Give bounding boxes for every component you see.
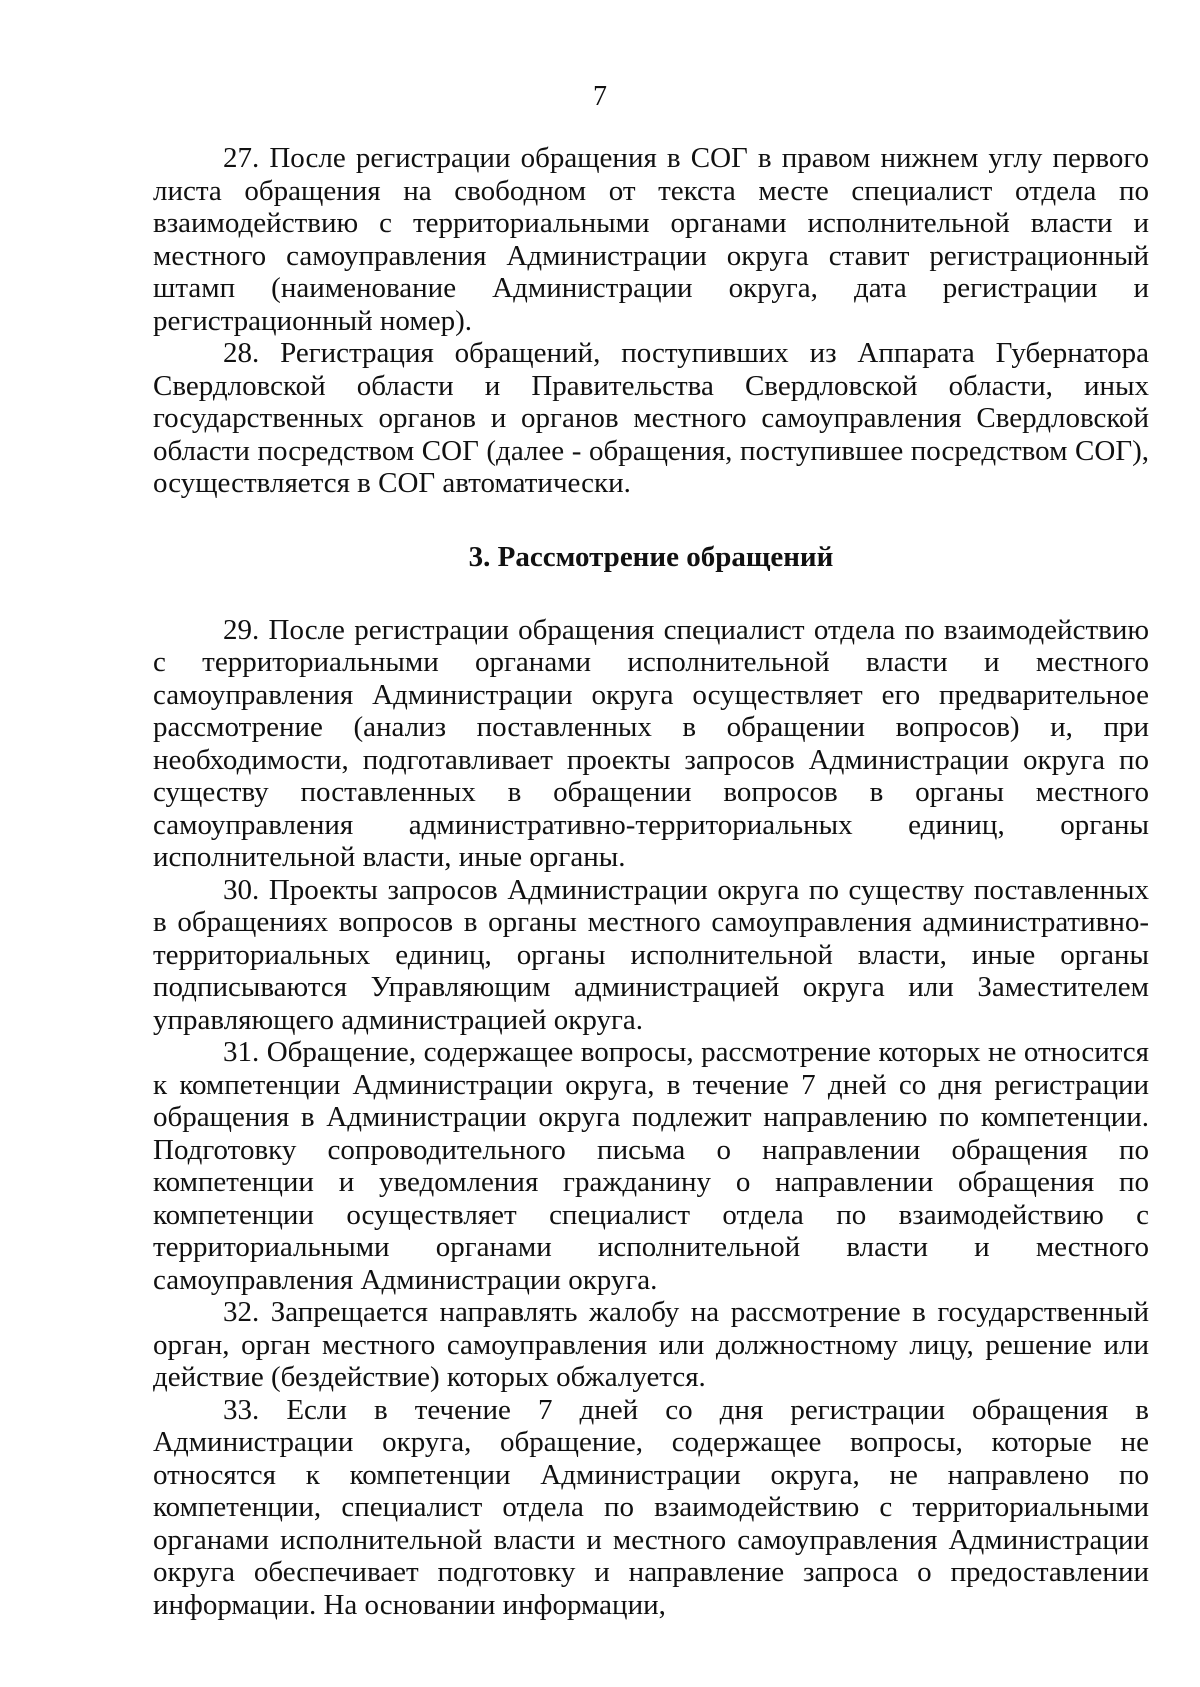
section-title: 3. Рассмотрение обращений	[468, 540, 834, 573]
page-number: 7	[593, 81, 607, 112]
paragraph-27: 27. После регистрации обращения в СОГ в правом нижнем углу первого листа обращения на свободном от текста месте специалист отдела по взаимодействию с территориальными органами исполнительной власти и местного самоуправления Администрации округа ставит регистрационный штамп (наименование Администрации округа, дата регистрации и регистрационный номер).	[153, 142, 1149, 337]
paragraph-29: 29. После регистрации обращения специалист отдела по взаимодействию с территориальными органами исполнительной власти и местного самоуправления Администрации округа осуществляет его предварительное рассмотрение (анализ поставленных в обращении вопросов) и, при необходимости, подготавливает проекты запросов Администрации округа по существу поставленных в обращении вопросов в органы местного самоуправления административно-территориальных единиц, органы исполнительной власти, иные органы.	[153, 613, 1149, 873]
paragraph-28: 28. Регистрация обращений, поступивших из Аппарата Губернатора Свердловской области и Правительства Свердловской области, иных государственных органов и органов местного самоуправления Свердловской области посредством СОГ (далее - обращения, поступившее посредством СОГ), осуществляется в СОГ автоматически.	[153, 337, 1149, 499]
paragraph-31: 31. Обращение, содержащее вопросы, рассмотрение которых не относится к компетенции Администрации округа, в течение 7 дней со дня регистрации обращения в Администрации округа подлежит направлению по компетенции. Подготовку сопроводительного письма о направлении обращения по компетенции и уведомления гражданину о направлении обращения по компетенции осуществляет специалист отдела по взаимодействию с территориальными органами исполнительной власти и местного самоуправления Администрации округа.	[153, 1036, 1149, 1296]
paragraph-32: 32. Запрещается направлять жалобу на рассмотрение в государственный орган, орган местного самоуправления или должностному лицу, решение или действие (бездействие) которых обжалуется.	[153, 1296, 1149, 1393]
paragraph-33: 33. Если в течение 7 дней со дня регистрации обращения в Администрации округа, обращение, содержащее вопросы, которые не относятся к компетенции Администрации округа, не направлено по компетенции, специалист отдела по взаимодействию с территориальными органами исполнительной власти и местного самоуправления Администрации округа обеспечивает подготовку и направление запроса о предоставлении информации. На основании информации,	[153, 1393, 1149, 1621]
paragraph-30: 30. Проекты запросов Администрации округа по существу поставленных в обращениях вопросов в органы местного самоуправления административно-территориальных единиц, органы исполнительной власти, иные органы подписываются Управляющим администрацией округа или Заместителем управляющего администрацией округа.	[153, 873, 1149, 1036]
document-body	[153, 142, 1149, 1621]
